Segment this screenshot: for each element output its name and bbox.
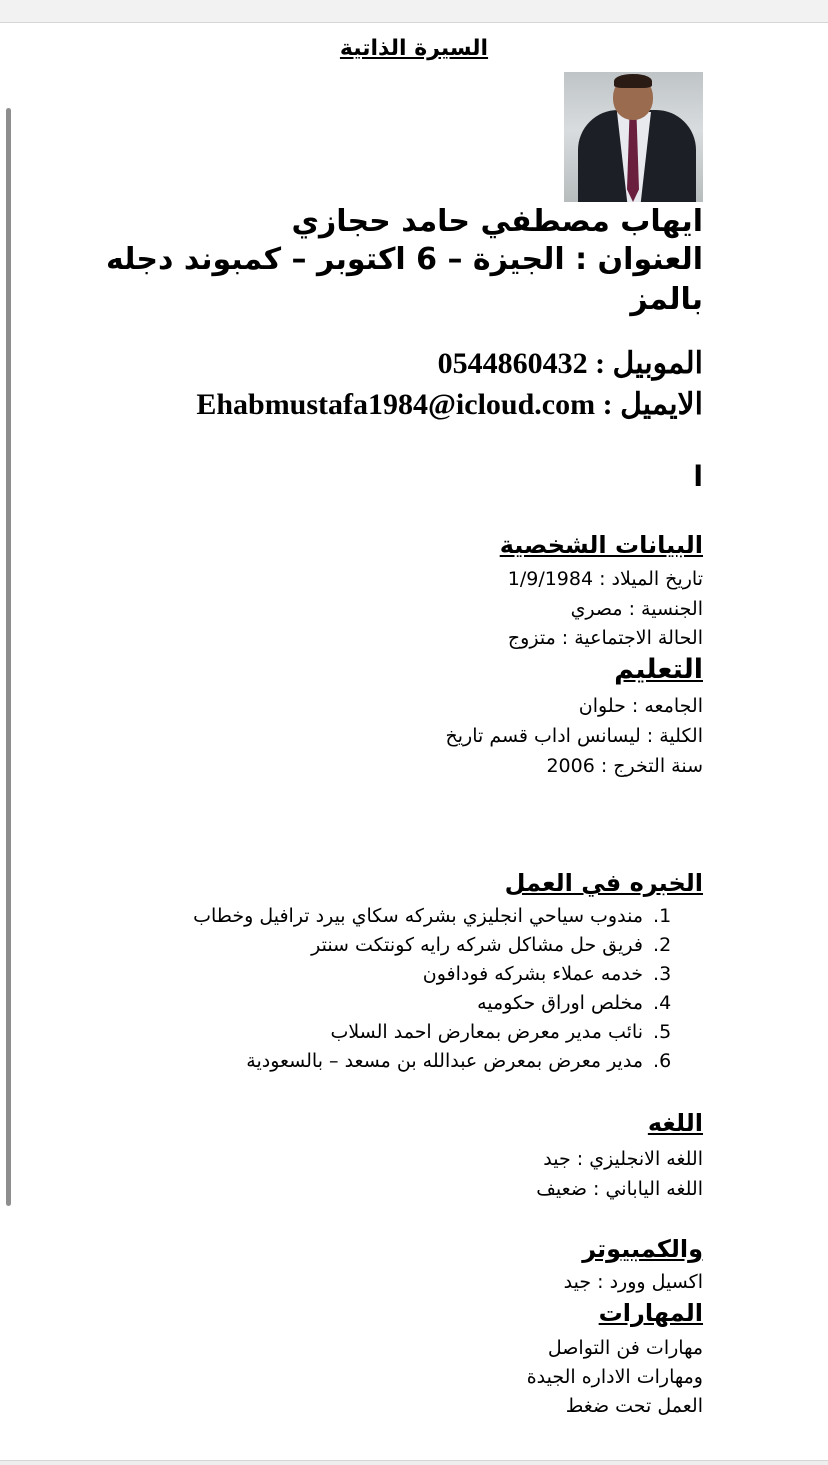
experience-item: 2. فريق حل مشاكل شركه رايه كونتكت سنتر <box>193 931 647 960</box>
experience-item: 1. مندوب سياحي انجليزي بشركه سكاي بيرد ترافيل وخطاب <box>193 902 647 931</box>
education-heading: التعليم <box>614 654 703 685</box>
address-line-2: بالمز <box>630 282 703 317</box>
graduation-year: سنة التخرج : 2006 <box>546 755 703 777</box>
person-photo-icon <box>564 72 703 202</box>
birth-date: تاريخ الميلاد : 1/9/1984 <box>507 568 703 590</box>
skills-heading: المهارات <box>598 1299 703 1327</box>
languages-heading: اللغه <box>647 1109 703 1137</box>
english-level: اللغه الانجليزي : جيد <box>543 1148 703 1170</box>
experience-heading: الخبره في العمل <box>504 869 703 897</box>
full-name: ايهاب مصطفي حامد حجازي <box>291 204 703 239</box>
marital-status: الحالة الاجتماعية : متزوج <box>507 627 703 649</box>
skill-item: العمل تحت ضغط <box>565 1395 703 1417</box>
university: الجامعه : حلوان <box>578 695 703 717</box>
excel-word-level: اكسيل وورد : جيد <box>563 1271 703 1293</box>
document-title: السيرة الذاتية <box>339 36 489 61</box>
computer-heading: والكمبيوتر <box>582 1235 703 1263</box>
bottom-bar <box>0 1460 828 1465</box>
email-address: الايميل : Ehabmustafa1984@icloud.com <box>196 388 703 421</box>
skill-item: ومهارات الاداره الجيدة <box>526 1366 703 1388</box>
address-line-1: العنوان : الجيزة – 6 اكتوبر – كمبوند دجله <box>105 242 703 277</box>
nationality: الجنسية : مصري <box>570 598 703 620</box>
faculty: الكلية : ليسانس اداب قسم تاريخ <box>445 725 703 747</box>
scrollbar[interactable] <box>6 108 11 1206</box>
personal-heading: البيانات الشخصية <box>499 531 703 559</box>
experience-item: 4. مخلص اوراق حكوميه <box>193 989 647 1018</box>
experience-item: 6. مدير معرض بمعرض عبدالله بن مسعد – بالسعودية <box>193 1047 647 1076</box>
top-bar <box>0 0 828 23</box>
mobile-number: الموبيل : 0544860432 <box>437 347 703 380</box>
experience-list <box>193 902 673 1076</box>
japanese-level: اللغه الياباني : ضعيف <box>536 1178 703 1200</box>
experience-item: 5. نائب مدير معرض بمعارض احمد السلاب <box>193 1018 647 1047</box>
stray-character: ا <box>693 460 703 493</box>
skill-item: مهارات فن التواصل <box>547 1337 703 1359</box>
experience-item: 3. خدمه عملاء بشركه فودافون <box>193 960 647 989</box>
